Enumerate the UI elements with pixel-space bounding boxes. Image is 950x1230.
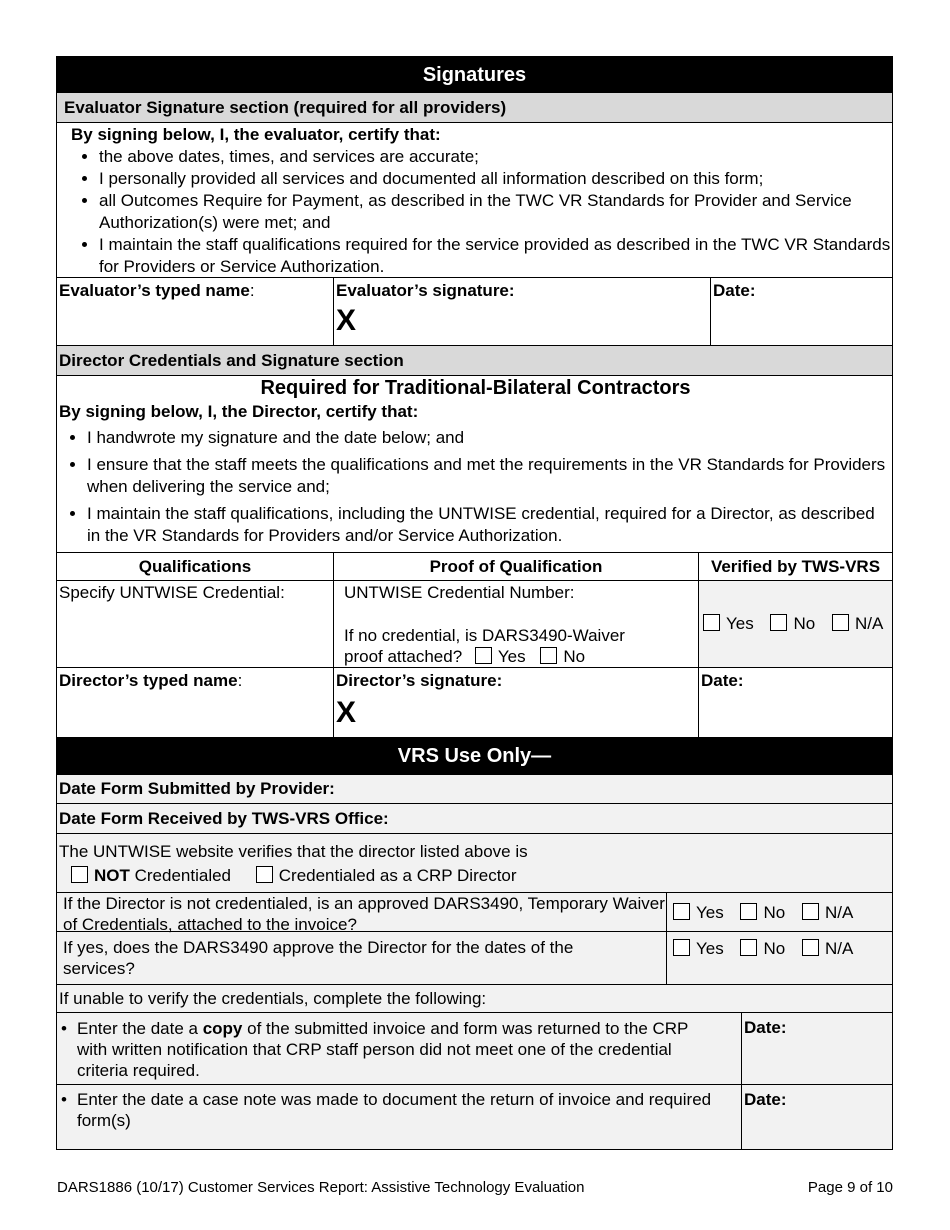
qualifications-table-header [56, 553, 893, 581]
evaluator-signature-label: Evaluator’s signature: [336, 281, 515, 300]
director-typed-name-label: Director’s typed name [59, 671, 238, 690]
credentialed-checkbox[interactable] [256, 866, 273, 883]
dates-na-checkbox[interactable] [802, 939, 819, 956]
no-label: No [763, 939, 786, 958]
no-label: No [793, 614, 816, 633]
col-verified: Verified by TWS-VRS [710, 557, 881, 576]
director-bullet-list [59, 427, 892, 547]
list-item: • I personally provided all services and documented all information described on this form; [99, 168, 892, 190]
vrs-waiver-yes-checkbox[interactable] [673, 903, 690, 920]
dates-no-checkbox[interactable] [740, 939, 757, 956]
case-note-cell [57, 1085, 742, 1149]
waiver-question [344, 625, 664, 667]
date-received-field[interactable]: Date Form Received by TWS-VRS Office: [56, 804, 893, 834]
not-credentialed-label: Credentialed [129, 866, 232, 885]
waiver-answer-cell [667, 893, 892, 931]
verified-no-checkbox[interactable] [770, 614, 787, 631]
form-page [56, 56, 893, 1150]
item-text: of the submitted invoice and form was returned to the CRP with written notification that CRP staff person did not meet one of the credential criteria required. [77, 1019, 689, 1080]
na-label: N/A [854, 614, 884, 633]
evaluator-date-label: Date: [713, 281, 756, 300]
verified-yes-checkbox[interactable] [703, 614, 720, 631]
evaluator-intro: By signing below, I, the evaluator, certify that: [71, 125, 441, 144]
col-qualifications: Qualifications [57, 553, 334, 580]
waiver-row [56, 893, 893, 932]
yes-label: Yes [696, 939, 724, 958]
colon: : [237, 671, 243, 690]
director-typed-name-field[interactable] [57, 668, 334, 737]
vrs-waiver-no-checkbox[interactable] [740, 903, 757, 920]
proof-cell [334, 581, 699, 667]
director-section-heading: Director Credentials and Signature section [56, 346, 893, 376]
col-proof: Proof of Qualification [334, 553, 699, 580]
evaluator-section-heading: Evaluator Signature section (required for all providers) [56, 93, 893, 123]
date-submitted-field[interactable]: Date Form Submitted by Provider: [56, 775, 893, 804]
director-signature-label: Director’s signature: [336, 671, 503, 690]
yes-label: Yes [497, 647, 526, 666]
bullet: • [61, 1090, 67, 1109]
waiver-yes-checkbox[interactable] [475, 647, 492, 664]
list-item: • all Outcomes Require for Payment, as described in the TWC VR Standards for Provider and Service Authorization(s) were met; and [99, 190, 892, 234]
qualifications-row [56, 581, 893, 668]
return-copy-row [56, 1013, 893, 1085]
evaluator-typed-name-field[interactable] [57, 278, 334, 345]
dates-approval-row [56, 932, 893, 985]
no-label: No [763, 903, 786, 922]
list-item: • the above dates, times, and services are accurate; [99, 146, 892, 168]
return-copy-date-field[interactable]: Date: [744, 1018, 787, 1037]
signature-x-mark: X [336, 304, 357, 337]
list-item: • I ensure that the staff meets the qualifications and met the requirements in the VR Standards for Providers when delivering the service and; [87, 454, 892, 498]
yes-label: Yes [726, 614, 754, 633]
yes-label: Yes [696, 903, 724, 922]
bullet: • [61, 1019, 67, 1038]
item-text: Enter the date a [77, 1019, 203, 1038]
evaluator-bullet-list [71, 146, 892, 278]
verified-na-checkbox[interactable] [832, 614, 849, 631]
verified-cell [699, 581, 892, 667]
signature-x-mark: X [336, 696, 357, 729]
case-note-text: Enter the date a case note was made to document the return of invoice and required form(s) [77, 1090, 712, 1130]
case-note-row [56, 1085, 893, 1150]
director-subheading: Required for Traditional-Bilateral Contractors [260, 377, 691, 399]
credential-number-label[interactable]: UNTWISE Credential Number: [344, 583, 575, 602]
director-intro: By signing below, I, the Director, certify that: [59, 402, 419, 421]
unable-verify-text: If unable to verify the credentials, complete the following: [56, 985, 893, 1013]
vrs-header: VRS Use Only— [56, 738, 893, 775]
signatures-header: Signatures [56, 56, 893, 93]
not-credentialed-checkbox[interactable] [71, 866, 88, 883]
footer-form-id: DARS1886 (10/17) Customer Services Report: Assistive Technology Evaluation [57, 1179, 585, 1196]
vrs-waiver-na-checkbox[interactable] [802, 903, 819, 920]
director-date-label: Date: [701, 671, 744, 690]
list-item: • I maintain the staff qualifications, including the UNTWISE credential, required for a Director, as described in the VR Standards for Providers and/or Service Authorization. [87, 503, 892, 547]
return-copy-text [77, 1018, 721, 1084]
evaluator-signature-row [56, 278, 893, 346]
footer-page-number: Page 9 of 10 [807, 1179, 893, 1196]
waiver-question-cell: If the Director is not credentialed, is an approved DARS3490, Temporary Waiver of Credentials, attached to the invoice? [57, 893, 667, 931]
item-bold: copy [202, 1019, 243, 1038]
evaluator-typed-name-label: Evaluator’s typed name [59, 281, 250, 300]
list-item: • I handwrote my signature and the date below; and [87, 427, 892, 449]
evaluator-signature-field[interactable] [334, 278, 711, 345]
evaluator-certification [56, 123, 893, 278]
return-copy-cell [57, 1013, 742, 1084]
list-item: • I maintain the staff qualifications required for the service provided as described in the TWC VR Standards for Providers or Service Authorization. [99, 234, 892, 278]
no-label: No [563, 647, 586, 666]
dates-yes-checkbox[interactable] [673, 939, 690, 956]
website-text: The UNTWISE website verifies that the director listed above is [59, 842, 528, 861]
evaluator-date-field[interactable] [711, 278, 892, 345]
case-note-date-field[interactable]: Date: [744, 1090, 787, 1109]
waiver-no-checkbox[interactable] [540, 647, 557, 664]
dates-question-cell: If yes, does the DARS3490 approve the Director for the dates of the services? [57, 932, 667, 984]
director-signature-row [56, 668, 893, 738]
na-label: N/A [824, 939, 854, 958]
website-verification [56, 834, 893, 893]
specify-credential-field[interactable]: Specify UNTWISE Credential: [57, 581, 334, 667]
colon: : [249, 281, 255, 300]
waiver-question-text: If no credential, is DARS3490-Waiver proof attached? [344, 626, 625, 666]
dates-answer-cell [667, 932, 892, 984]
director-signature-field[interactable] [334, 668, 699, 737]
not-bold-text: NOT [94, 866, 130, 885]
credentialed-label: Credentialed as a CRP Director [278, 866, 517, 885]
na-label: N/A [824, 903, 854, 922]
director-date-field[interactable] [699, 668, 892, 737]
director-certification [56, 376, 893, 553]
